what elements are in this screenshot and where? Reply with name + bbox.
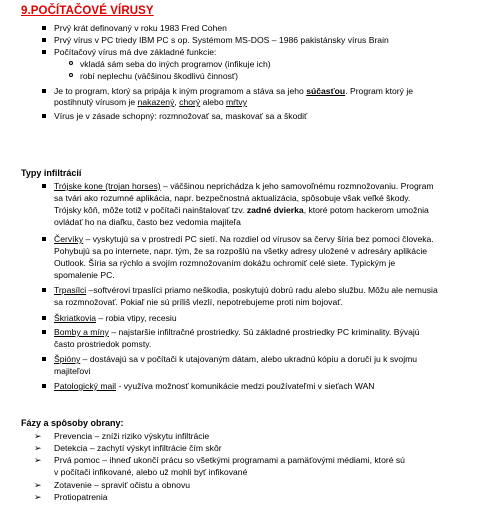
phases-heading: Fázy a spôsoby obrany: <box>21 418 124 428</box>
arrow-icon: ➢ <box>34 455 42 465</box>
type-pathological-mail: Patologický mail - využíva možnosť komunikácie medzi používateľmi v sieťach WAN <box>54 381 375 391</box>
program-definition-continued: postihnutý vírusom je nakazený, chorý alebo mŕtvy <box>54 97 248 107</box>
phase-prevention: Prevencia – zníži riziko výskytu infiltrácie <box>54 431 210 441</box>
function-item-mischief: robí neplechu (väčšinou škodlivú činnosť) <box>80 71 238 81</box>
types-heading: Typy infiltrácií <box>21 168 82 178</box>
phase-first-aid: Prvá pomoc – ihneď ukončí prácu so všetkými programami a pamäťovými médiami, ktoré sú <box>54 455 405 465</box>
function-item-infect: vkladá sám seba do iných programov (infikuje ich) <box>80 59 271 69</box>
type-worm: Červíky – vyskytujú sa v prostredí PC sietí. Na rozdiel od vírusov sa červy šíria bez pomoci človeka. <box>54 234 434 244</box>
type-parasite-line2: sa rozmnožovať. Pokiaľ nie sú príliš vlezlí, nepotrebujeme proti nim bojovať. <box>54 297 343 307</box>
type-trojan-line3: Trójsky kôň, môže totiž v počítači nainštalovať tzv. zadné dvierka, ktoré potom hackerom umožnia <box>54 205 429 215</box>
type-spy-line2: majiteľovi <box>54 366 91 376</box>
type-parasite: Trpasílci –softvérovi trpaslíci priamo neškodia, poskytujú dobrú radu alebo službu. Môžu ale nemusia <box>54 285 438 295</box>
phase-countermeasures: Protiopatrenia <box>54 492 108 502</box>
type-trojan-line4: ovládať ho na diaľku, často bez vedomia majiteľa <box>54 217 241 227</box>
type-spy: Špióny – dostávajú sa v počítači k utajovaným dátam, alebo ukradnú kópiu a doručí ju k svojmu <box>54 354 418 364</box>
type-trojan: Trójske kone (trojan horses) – väčšinou neprichádza k jeho samovoľnému rozmnožovaniu. Program <box>54 181 434 191</box>
phase-first-aid-line2: v počítači infikované, alebo už mohli byť infikované <box>54 467 248 477</box>
arrow-icon: ➢ <box>34 480 42 490</box>
type-worm-line4: spomalenie PC. <box>54 270 115 280</box>
bullet-two-functions: Počítačový vírus má dve základné funkcie: <box>54 47 217 57</box>
type-worm-line3: Outlook. Šíria sa rýchlo a svojím rozmnožovaním dokážu ochromiť celé siete. Typickým je <box>54 258 396 268</box>
arrow-icon: ➢ <box>34 431 42 441</box>
type-worm-line2: Pohybujú sa po internete, napr. tým, že sa rozpošlú na všetky adresy uložené v adresáry aplikácie <box>54 246 428 256</box>
bullet-program-definition: Je to program, ktorý sa pripája k iným programom a stáva sa jeho súčasťou. Program ktorý je <box>54 86 414 96</box>
type-bomb-line2: často prostriedok pomsty. <box>54 339 152 349</box>
page-title: 9.POČÍTAČOVÉ VÍRUSY <box>21 5 154 17</box>
arrow-icon: ➢ <box>34 492 42 502</box>
type-trojan-line2: sa tvári ako rozumné aplikácia, napr. bezpečnostná aktualizácia, spôsobuje však veľké škody. <box>54 193 411 203</box>
type-joke: Škriatkovia – robia vtipy, recesiu <box>54 313 177 323</box>
phase-recovery: Zotavenie – spraviť očistu a obnovu <box>54 480 191 490</box>
bullet-first-pc-virus: Prvý vírus v PC triedy IBM PC s op. Systémom MS-DOS – 1986 pakistánsky vírus Brain <box>54 35 389 45</box>
arrow-icon: ➢ <box>34 443 42 453</box>
bullet-first-defined: Prvý krát definovaný v roku 1983 Fred Cohen <box>54 23 227 33</box>
phase-detection: Detekcia – zachytí výskyt infiltrácie čím skôr <box>54 443 222 453</box>
type-bomb: Bomby a míny – najstaršie infiltračné prostriedky. Sú základné prostriedky PC kriminality. Bývajú <box>54 327 420 337</box>
bullet-capabilities: Vírus je v zásade schopný: rozmnožovať sa, maskovať sa a škodiť <box>54 111 308 121</box>
